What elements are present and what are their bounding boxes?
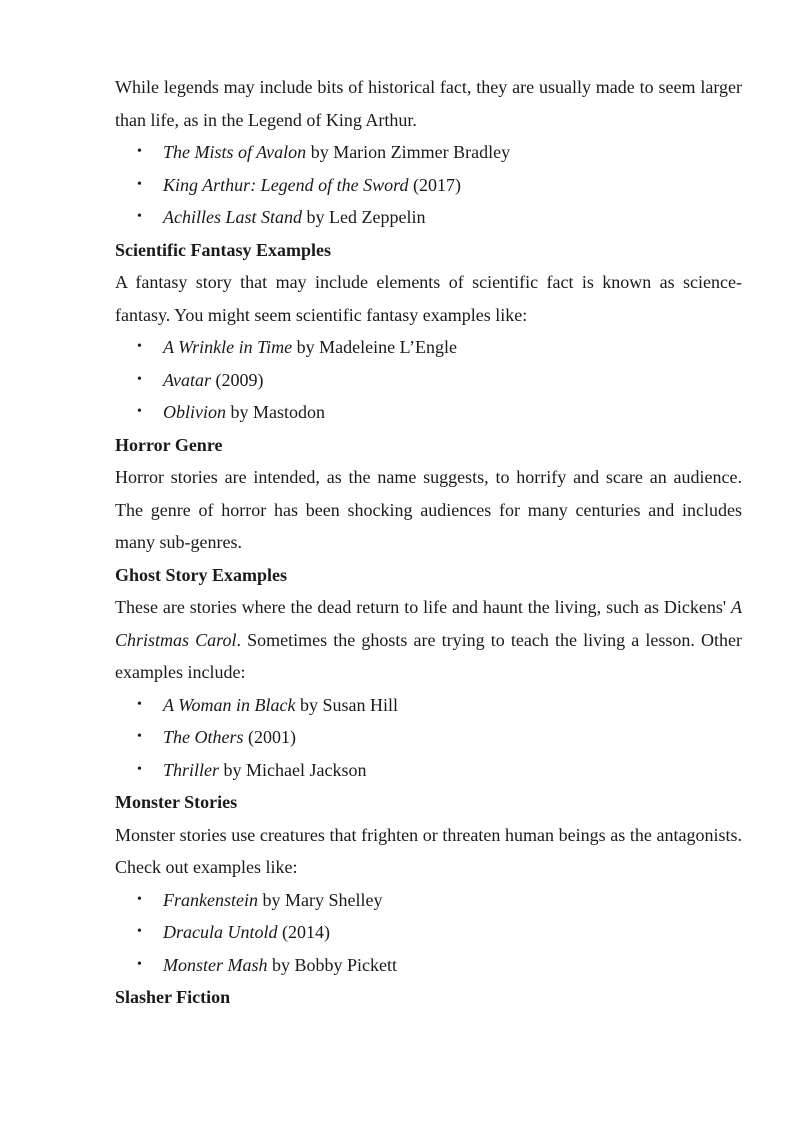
list-item	[115, 721, 742, 754]
ghost-text-after: . Sometimes the ghosts are trying to teach the living a lesson. Other examples include:	[115, 629, 742, 682]
scientific-fantasy-paragraph: A fantasy story that may include elements of scientific fact is known as science-fantasy. You might seem scientific fantasy examples like:	[115, 272, 742, 325]
monster-stories-examples-list	[115, 884, 742, 982]
list-item	[115, 169, 742, 202]
list-item	[115, 364, 742, 397]
bullet-icon: •	[137, 339, 142, 354]
monster-stories-paragraph: Monster stories use creatures that frighten or threaten human beings as the antagonists. Check out examples like:	[115, 824, 742, 877]
ghost-story-paragraph	[115, 591, 742, 689]
work-credit: by Mastodon	[226, 402, 325, 422]
list-item	[115, 396, 742, 429]
work-title: Monster Mash	[163, 954, 268, 975]
legend-examples-list	[115, 136, 742, 234]
list-item	[115, 754, 742, 787]
work-credit: by Bobby Pickett	[267, 954, 397, 975]
work-title: Oblivion	[163, 402, 226, 422]
bullet-icon: •	[137, 891, 142, 907]
bullet-icon: •	[137, 956, 142, 972]
list-item	[115, 884, 742, 917]
bullet-icon: •	[137, 729, 142, 744]
work-credit: (2001)	[243, 727, 296, 747]
bullet-icon: •	[137, 696, 142, 712]
work-title: Thriller	[163, 759, 220, 780]
work-credit: by Marion Zimmer Bradley	[306, 142, 511, 162]
work-title: Achilles Last Stand	[163, 207, 302, 227]
bullet-icon: •	[137, 144, 142, 159]
work-title: King Arthur: Legend of the Sword	[163, 174, 409, 195]
work-credit: by Susan Hill	[295, 694, 399, 715]
bullet-icon: •	[137, 404, 142, 419]
section-heading-slasher-fiction: Slasher Fiction	[115, 987, 231, 1007]
list-item	[115, 136, 742, 169]
list-item	[115, 916, 742, 949]
work-credit: by Madeleine L’Engle	[292, 337, 457, 357]
work-credit: by Michael Jackson	[219, 759, 367, 780]
list-item	[115, 201, 742, 234]
work-credit: (2014)	[277, 922, 330, 942]
list-item	[115, 331, 742, 364]
document-page	[115, 71, 742, 1014]
section-heading-scientific-fantasy: Scientific Fantasy Examples	[115, 239, 331, 260]
work-credit: (2009)	[211, 369, 264, 390]
horror-genre-paragraph: Horror stories are intended, as the name suggests, to horrify and scare an audience. The genre of horror has been shocking audiences for many centuries and includes many sub-genres.	[115, 467, 742, 552]
bullet-icon: •	[137, 176, 142, 192]
bullet-icon: •	[137, 371, 142, 387]
bullet-icon: •	[137, 761, 142, 777]
scientific-fantasy-examples-list	[115, 331, 742, 429]
work-credit: by Led Zeppelin	[302, 207, 426, 227]
work-title: A Wrinkle in Time	[163, 337, 293, 357]
section-heading-horror-genre: Horror Genre	[115, 434, 223, 455]
work-title: Dracula Untold	[163, 922, 278, 942]
ghost-text-before: These are stories where the dead return to life and haunt the living, such as Dickens'	[115, 597, 731, 617]
work-title: A Woman in Black	[163, 694, 296, 715]
work-title: Frankenstein	[163, 889, 258, 910]
work-credit: (2017)	[408, 174, 462, 195]
work-title: The Mists of Avalon	[163, 142, 307, 162]
intro-paragraph: While legends may include bits of historical fact, they are usually made to seem larger than life, as in the Legend of King Arthur.	[115, 77, 742, 130]
list-item	[115, 689, 742, 722]
list-item	[115, 949, 742, 982]
bullet-icon: •	[137, 924, 142, 939]
work-title: Avatar	[163, 369, 211, 390]
bullet-icon: •	[137, 209, 142, 224]
ghost-story-examples-list	[115, 689, 742, 787]
ghost-text-title: A Christmas Carol	[115, 597, 742, 650]
work-credit: by Mary Shelley	[257, 889, 383, 910]
section-heading-ghost-story: Ghost Story Examples	[115, 564, 288, 585]
work-title: The Others	[163, 727, 244, 747]
section-heading-monster-stories: Monster Stories	[115, 792, 238, 812]
